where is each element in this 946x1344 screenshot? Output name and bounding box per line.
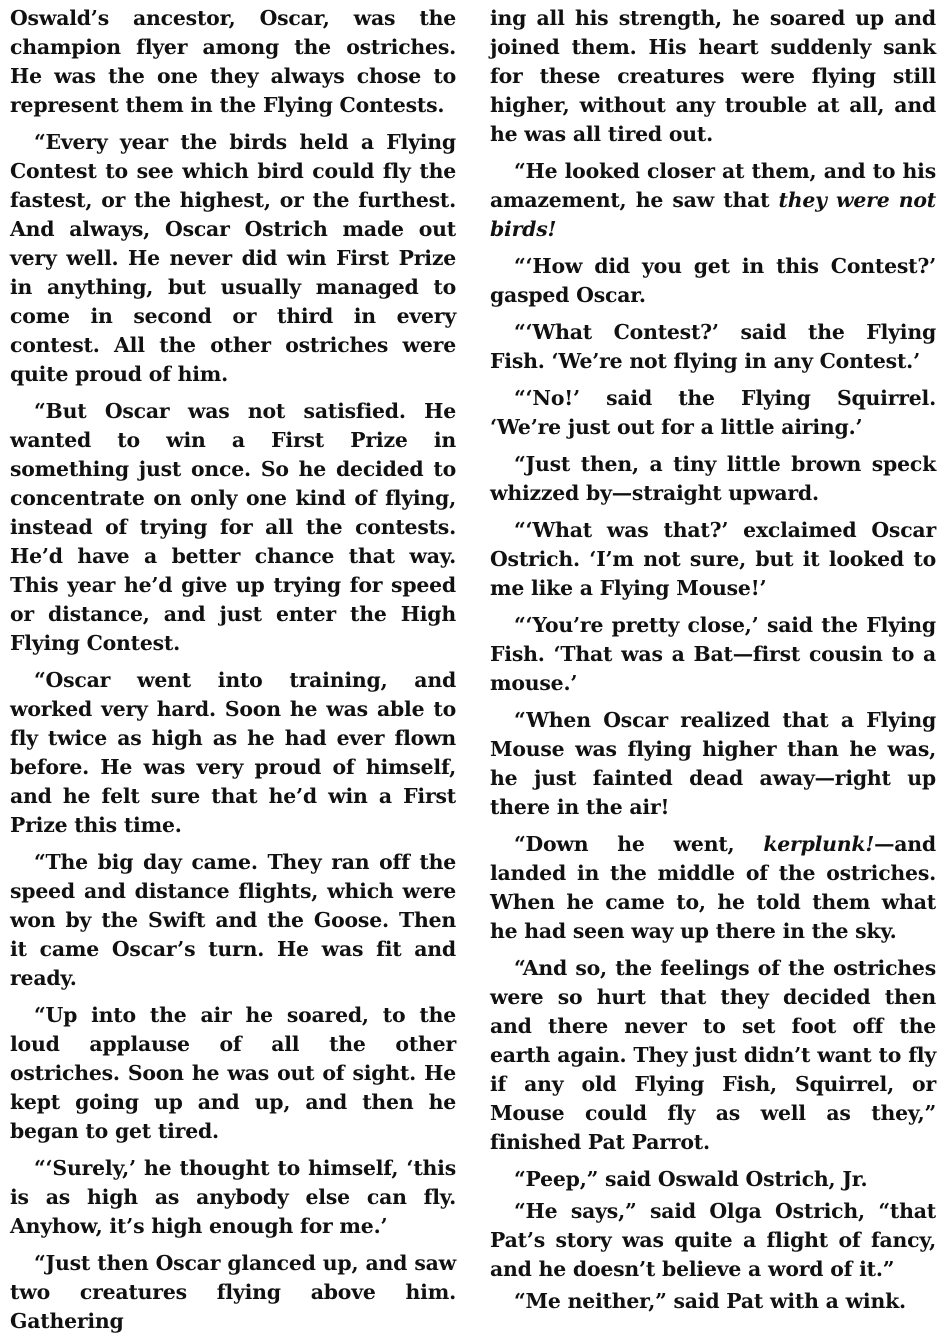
paragraph: Oswald’s ancestor, Oscar, was the champion flyer among the ostriches. He was the one they always chose to represent them in the Flying Contests. xyxy=(10,6,456,117)
paragraph: “‘What Contest?’ said the Flying Fish. ‘We’re not flying in any Contest.’ xyxy=(490,320,936,373)
paragraph: ing all his strength, he soared up and joined them. His heart suddenly sank for these creatures were flying still higher, without any trouble at all, and he was all tired out. xyxy=(490,6,936,146)
paragraph: “‘Surely,’ he thought to himself, ‘this is as high as anybody else can fly. Anyhow, it’s high enough for me.’ xyxy=(10,1156,456,1238)
paragraph-text: “Down he went, xyxy=(514,832,764,856)
paragraph: “And so, the feelings of the ostriches were so hurt that they decided then and there never to set foot off the earth again. They just didn’t want to fly if any old Flying Fish, Squirrel, or Mouse could fly as well as they,” finished Pat Parrot. xyxy=(490,956,936,1154)
paragraph: “Just then Oscar glanced up, and saw two creatures flying above him. Gathering xyxy=(10,1251,456,1333)
left-column xyxy=(10,4,456,1344)
paragraph: “He says,” said Olga Ostrich, “that Pat’s story was quite a flight of fancy, and he doesn’t believe a word of it.” xyxy=(490,1199,936,1281)
paragraph: “‘What was that?’ exclaimed Oscar Ostrich. ‘I’m not sure, but it looked to me like a Flying Mouse!’ xyxy=(490,518,936,600)
paragraph: “Peep,” said Oswald Ostrich, Jr. xyxy=(514,1167,868,1191)
paragraph: “But Oscar was not satisfied. He wanted to win a First Prize in something just once. So he decided to concentrate on only one kind of flying, instead of trying for all the contests. He’d have a better chance that way. This year he’d give up trying for speed or distance, and just enter the High Flying Contest. xyxy=(10,399,456,655)
paragraph-text: “He looked closer at them, and to his amazement, he saw that xyxy=(490,159,936,212)
paragraph: “‘No!’ said the Flying Squirrel. ‘We’re just out for a little airing.’ xyxy=(490,386,936,439)
paragraph xyxy=(490,157,936,244)
paragraph: “‘How did you get in this Contest?’ gasped Oscar. xyxy=(490,254,936,307)
italic-text: they were not birds! xyxy=(490,188,936,241)
paragraph: “When Oscar realized that a Flying Mouse was flying higher than he was, he just fainted dead away—right up there in the air! xyxy=(490,708,936,819)
italic-text: kerplunk! xyxy=(763,832,875,856)
paragraph: “Me neither,” said Pat with a wink. xyxy=(514,1289,906,1313)
paragraph: “Oscar went into training, and worked very hard. Soon he was able to fly twice as high as he had ever flown before. He was very proud of himself, and he felt sure that he’d win a First Prize this time. xyxy=(10,668,456,837)
paragraph: “Every year the birds held a Flying Contest to see which bird could fly the fastest, or the highest, or the furthest. And always, Oscar Ostrich made out very well. He never did win First Prize in anything, but usually managed to come in second or third in every contest. All the other ostriches were quite proud of him. xyxy=(10,130,456,386)
paragraph xyxy=(490,830,936,946)
paragraph: “‘You’re pretty close,’ said the Flying Fish. ‘That was a Bat—first cousin to a mouse.’ xyxy=(490,613,936,695)
right-column xyxy=(490,4,936,1319)
paragraph: “Just then, a tiny little brown speck whizzed by—straight upward. xyxy=(490,452,936,505)
paragraph: “The big day came. They ran off the speed and distance flights, which were won by the Swift and the Goose. Then it came Oscar’s turn. He was fit and ready. xyxy=(10,850,456,990)
paragraph-text: —and landed in the middle of the ostriches. When he came to, he told them what he had seen way up there in the sky. xyxy=(490,832,936,943)
paragraph: “Up into the air he soared, to the loud applause of all the other ostriches. Soon he was out of sight. He kept going up and up, and then he began to get tired. xyxy=(10,1003,456,1143)
